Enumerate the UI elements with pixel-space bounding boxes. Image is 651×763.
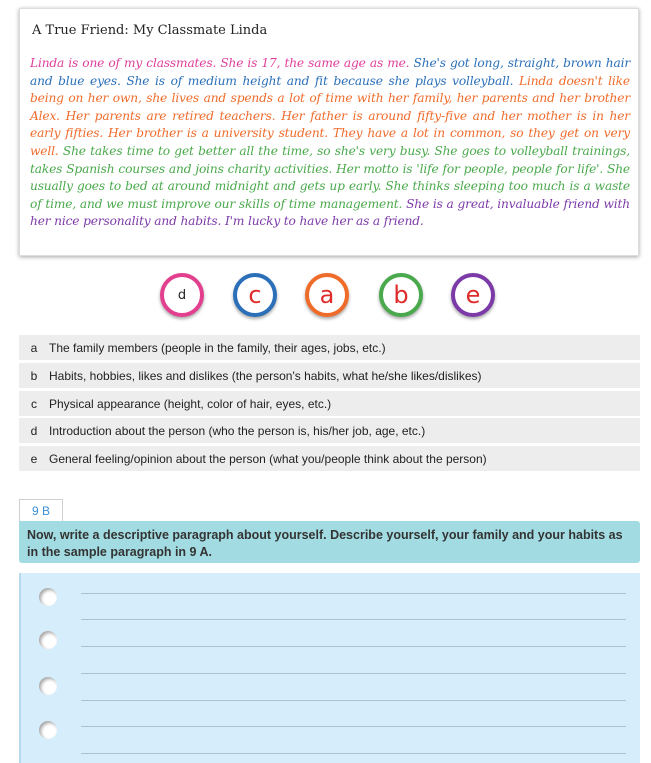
story-segment-introduction: Linda is one of my classmates. She is 17, the same age as me.	[30, 56, 414, 70]
writing-line[interactable]	[81, 700, 626, 701]
option-row-e	[19, 446, 640, 471]
story-title: A True Friend: My Classmate Linda	[32, 23, 268, 38]
option-text: General feeling/opinion about the person (what you/people think about the person)	[49, 451, 487, 466]
binder-hole-icon	[39, 677, 57, 695]
answer-letter: c	[248, 281, 262, 309]
option-text: The family members (people in the family, their ages, jobs, etc.)	[49, 340, 386, 355]
writing-line[interactable]	[81, 673, 626, 674]
option-row-c	[19, 391, 640, 416]
option-text: Habits, hobbies, likes and dislikes (the person's habits, what he/she likes/dislikes)	[49, 368, 482, 383]
binder-hole-icon	[39, 721, 57, 739]
answer-letter: b	[393, 281, 409, 309]
answer-circle-1[interactable]	[160, 273, 204, 317]
option-text: Physical appearance (height, color of hair, eyes, etc.)	[49, 396, 332, 411]
story-segment-appearance: She's got long, straight, brown hair and blue eyes. She is of medium height and fit because she plays volleyball.	[30, 56, 630, 88]
answer-letter: e	[465, 281, 481, 309]
exercise-instruction: Now, write a descriptive paragraph about yourself. Describe yourself, your family and your habits as in the sample paragraph in 9 A.	[19, 521, 640, 563]
story-segment-family: Linda doesn't like being on her own, she lives and spends a lot of time with her family, her parents and her brother Alex. Her parents are retired teachers. Her father is around fifty-five and her mother is in her early fifties. Her brother is a university student. They have a lot in common, so they get on very well.	[30, 73, 630, 158]
option-letter: e	[30, 451, 38, 466]
option-letter: b	[30, 368, 38, 383]
answer-circle-2[interactable]	[233, 273, 277, 317]
sample-paragraph-card	[19, 8, 639, 256]
story-segment-opinion: She is a great, invaluable friend with her nice personality and habits. I'm lucky to have her as a friend.	[30, 196, 630, 229]
answer-letter: a	[319, 281, 335, 309]
writing-line[interactable]	[81, 646, 626, 647]
exercise-label: 9 B	[19, 499, 63, 521]
binder-hole-icon	[39, 588, 57, 606]
answer-letter: d	[177, 287, 187, 303]
writing-line[interactable]	[81, 753, 626, 754]
option-row-b	[19, 363, 640, 388]
writing-line[interactable]	[81, 726, 626, 727]
option-letter: a	[30, 340, 38, 355]
writing-line[interactable]	[81, 593, 626, 594]
answer-circle-3[interactable]	[305, 273, 349, 317]
option-letter: d	[30, 423, 38, 438]
binder-hole-icon	[39, 631, 57, 649]
option-row-d	[19, 418, 640, 443]
option-letter: c	[31, 396, 37, 411]
story-segment-habits: She takes time to get better all the time, so she's very busy. She goes to volleyball trainings, takes Spanish courses and joins charity activities. Her motto is 'life for people, people for life'. She usually goes to bed at around midnight and gets up early. She thinks sleeping too much is a waste of time, and we must improve our skills of time management.	[30, 143, 630, 211]
story-paragraph	[30, 55, 630, 231]
answer-circle-4[interactable]	[379, 273, 423, 317]
option-text: Introduction about the person (who the person is, his/her job, age, etc.)	[49, 423, 426, 438]
option-row-a	[19, 335, 640, 360]
answer-circle-5[interactable]	[451, 273, 495, 317]
writing-line[interactable]	[81, 619, 626, 620]
writing-area[interactable]	[19, 573, 640, 763]
